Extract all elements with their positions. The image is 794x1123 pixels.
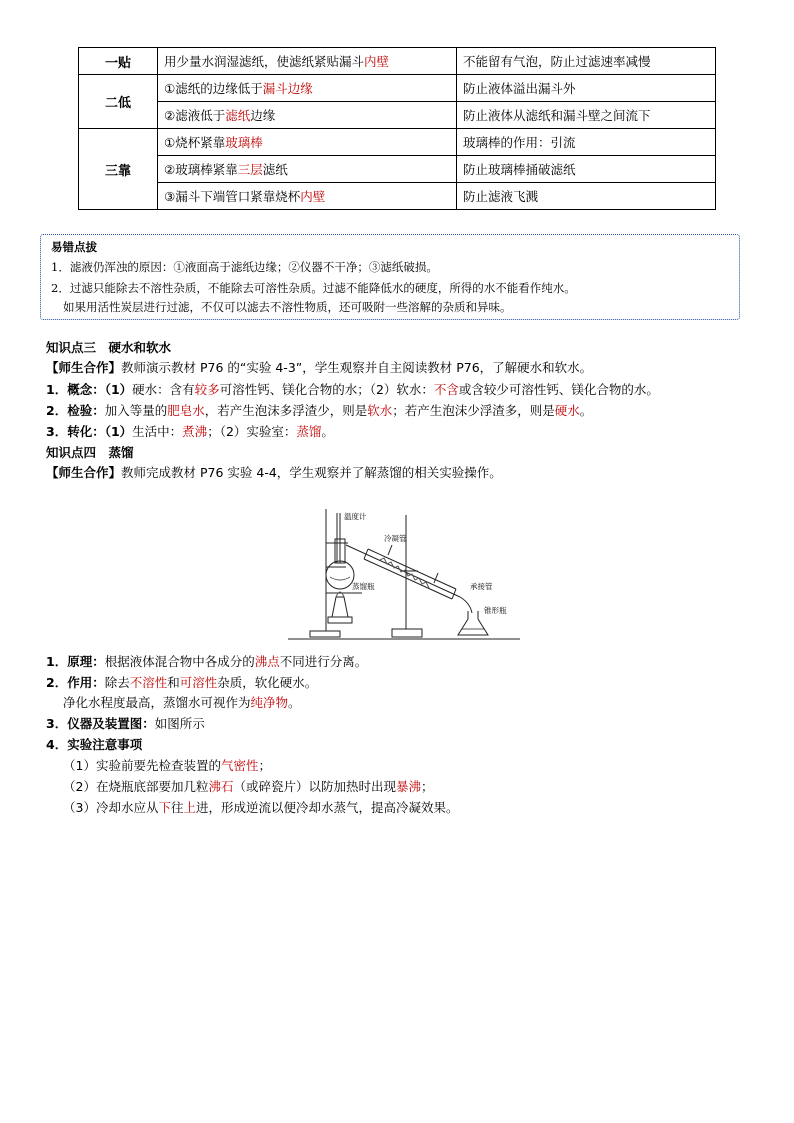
highlighted-term: 沸点	[254, 654, 280, 669]
highlighted-term: 可溶性	[179, 675, 218, 690]
highlighted-term: 三层	[237, 162, 263, 177]
text-run: 往	[170, 800, 184, 815]
note-3	[63, 800, 459, 816]
text-run: 净化水程度最高，蒸馏水可视作为	[63, 695, 251, 710]
row-head: 三靠	[79, 129, 158, 210]
row-head: 二低	[79, 75, 158, 129]
text-run: ③漏斗下端管口紧靠烧杯	[164, 189, 301, 204]
text-run: 用少量水润湿滤纸，使滤纸紧贴漏斗	[164, 54, 365, 69]
row-content	[158, 102, 457, 129]
error-tips-title: 易错点拔	[51, 240, 97, 254]
row-content	[158, 129, 457, 156]
note-1	[63, 758, 271, 774]
text-run: 2．作用：	[46, 675, 105, 690]
text-run: ；	[421, 779, 434, 794]
label-thermometer: 温度计	[344, 512, 367, 521]
text-run: （3）冷却水应从	[63, 800, 159, 815]
text-run: 3．仪器及装置图：	[46, 716, 155, 731]
highlighted-term: 下	[158, 800, 171, 815]
text-run: 加入等量的	[104, 403, 168, 418]
table-row	[79, 75, 716, 102]
highlighted-term: 肥皂水	[167, 403, 205, 418]
text-run: （1）实验前要先检查装置的	[63, 758, 221, 773]
row-content	[158, 48, 457, 75]
highlighted-term: 漏斗边缘	[262, 81, 313, 96]
text-run: 硬水：含有	[132, 382, 195, 397]
highlighted-term: 暴沸	[396, 779, 422, 794]
highlighted-term: 纯净物	[250, 695, 289, 710]
error-tip-2: 2．过滤只能除去不溶性杂质，不能除去可溶性杂质。过滤不能降低水的硬度，所得的水不能看作纯水。	[51, 281, 576, 295]
text-run: 进，形成逆流以便冷却水蒸气，提高冷凝效果。	[196, 800, 459, 815]
concept-line	[46, 382, 659, 398]
highlighted-term: 内壁	[364, 54, 390, 69]
highlighted-term: 沸石	[208, 779, 234, 794]
text-run: ①烧杯紧靠	[164, 135, 226, 150]
purity-line	[63, 695, 301, 711]
error-tip-1: 1．滤液仍浑浊的原因：①液面高于滤纸边缘；②仪器不干净；③滤纸破损。	[51, 260, 438, 274]
principle-line	[46, 654, 367, 670]
test-line	[46, 403, 592, 419]
highlighted-term: 内壁	[300, 189, 326, 204]
filtration-table	[78, 47, 716, 210]
text-run: （2）在烧瓶底部要加几粒	[63, 779, 209, 794]
table-row	[79, 102, 716, 129]
text-run: （1）	[104, 424, 133, 439]
teacher-text: 教师完成教材 P76 实验 4-4，学生观察并了解蒸馏的相关实验操作。	[121, 465, 502, 480]
table-row	[79, 48, 716, 75]
highlighted-term: 不含	[433, 382, 459, 397]
table-row	[79, 156, 716, 183]
text-run: （1）	[104, 382, 133, 397]
text-run: 2．检验：	[46, 403, 105, 418]
text-run: 如图所示	[154, 716, 205, 731]
function-line	[46, 675, 317, 691]
text-run: 1．原理：	[46, 654, 105, 669]
highlighted-term: 滤纸	[225, 108, 251, 123]
highlighted-term: 较多	[194, 382, 220, 397]
text-run: ②玻璃棒紧靠	[164, 162, 238, 177]
text-run: ①滤纸的边缘低于	[164, 81, 263, 96]
text-run: 可溶性钙、镁化合物的水；（2）软水：	[219, 382, 434, 397]
section4-heading: 知识点四 蒸馏	[46, 445, 134, 460]
text-run: 和	[167, 675, 180, 690]
row-head: 一贴	[79, 48, 158, 75]
text-run: ；若产生泡沫少浮渣多，则是	[392, 403, 555, 418]
highlighted-term: 软水	[367, 403, 393, 418]
text-run: 。	[288, 695, 301, 710]
note-2	[63, 779, 434, 795]
text-run: （或碎瓷片）以防加热时出现	[233, 779, 396, 794]
row-content	[158, 156, 457, 183]
text-run: 。	[321, 424, 334, 439]
highlighted-term: 不溶性	[129, 675, 168, 690]
convert-line	[46, 424, 334, 440]
row-note: 防止液体溢出漏斗外	[457, 75, 716, 102]
text-run: 滤纸	[262, 162, 288, 177]
label-distillation-flask: 蒸馏瓶	[352, 582, 375, 591]
text-run: ；（2）实验室：	[207, 424, 297, 439]
text-run: 根据液体混合物中各成分的	[104, 654, 255, 669]
section3-teacher-line	[46, 360, 592, 376]
row-note: 不能留有气泡，防止过滤速率减慢	[457, 48, 716, 75]
distillation-apparatus-diagram	[288, 505, 520, 645]
apparatus-line	[46, 716, 205, 732]
teacher-text: 教师演示教材 P76 的“实验 4-3”，学生观察并自主阅读教材 P76，了解硬水和软水。	[121, 360, 593, 375]
teacher-tag: 【师生合作】	[46, 360, 122, 375]
text-run: 不同进行分离。	[279, 654, 368, 669]
error-tips-box	[40, 234, 740, 320]
text-run: ，若产生泡沫多浮渣少，则是	[204, 403, 368, 418]
text-run: 1．概念：	[46, 382, 105, 397]
highlighted-term: 煮沸	[182, 424, 208, 439]
text-run: ②滤液低于	[164, 108, 226, 123]
error-tip-3: 如果用活性炭层进行过滤，不仅可以滤去不溶性物质，还可吸附一些溶解的杂质和异味。	[63, 300, 512, 314]
text-run: ；	[258, 758, 271, 773]
row-content	[158, 75, 457, 102]
highlighted-term: 气密性	[220, 758, 259, 773]
text-run: 。	[579, 403, 593, 418]
text-run: 杂质，软化硬水。	[217, 675, 318, 690]
text-run: 边缘	[250, 108, 276, 123]
highlighted-term: 上	[183, 800, 197, 815]
label-adapter: 承接管	[470, 582, 493, 591]
notes-title: 4．实验注意事项	[46, 737, 143, 752]
text-run: 3．转化：	[46, 424, 105, 439]
text-run: 或含较少可溶性钙、镁化合物的水。	[458, 382, 659, 397]
label-conical-flask: 锥形瓶	[484, 606, 507, 615]
highlighted-term: 蒸馏	[296, 424, 322, 439]
row-note: 防止滤液飞溅	[457, 183, 716, 210]
section4-teacher-line	[46, 465, 502, 481]
highlighted-term: 硬水	[554, 403, 580, 418]
row-note: 防止液体从滤纸和漏斗壁之间流下	[457, 102, 716, 129]
teacher-tag: 【师生合作】	[46, 465, 122, 480]
text-run: 除去	[104, 675, 130, 690]
row-note: 玻璃棒的作用：引流	[457, 129, 716, 156]
label-condenser: 冷凝管	[384, 534, 407, 543]
row-content	[158, 183, 457, 210]
text-run: 生活中：	[132, 424, 183, 439]
highlighted-term: 玻璃棒	[225, 135, 263, 150]
row-note: 防止玻璃棒捅破滤纸	[457, 156, 716, 183]
table-row	[79, 183, 716, 210]
table-row	[79, 129, 716, 156]
section3-heading: 知识点三 硬水和软水	[46, 340, 172, 355]
